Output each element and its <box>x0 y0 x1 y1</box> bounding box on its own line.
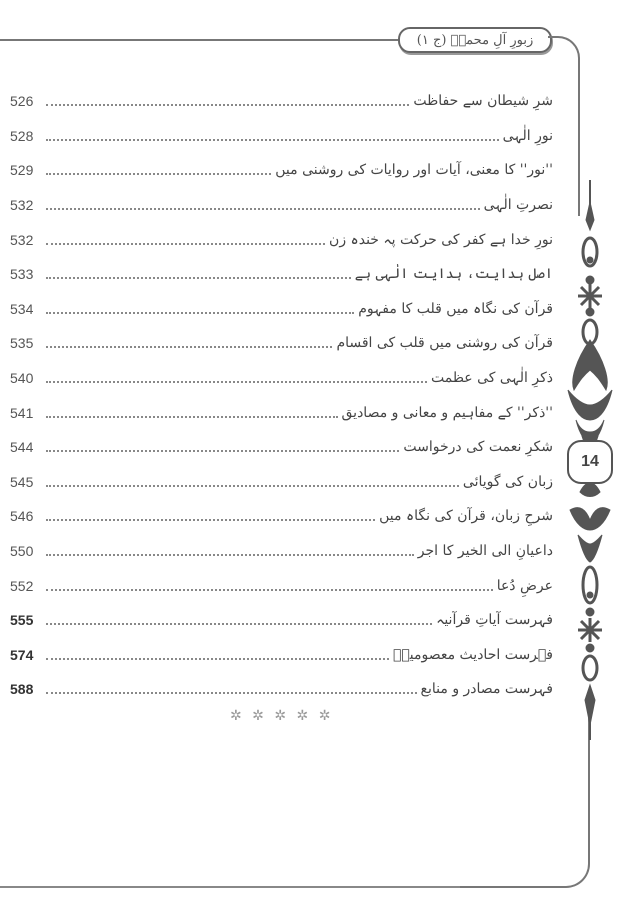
toc-title: فہرست احادیث معصومینؑ <box>392 646 553 663</box>
toc-row[interactable] <box>10 638 555 673</box>
toc-title: ''نور'' کا معنی، آیات اور روایات کی روشنی میں <box>275 162 553 179</box>
toc-page-number: 526 <box>10 93 34 110</box>
toc-row[interactable] <box>10 568 555 603</box>
leader-dots <box>46 208 480 210</box>
toc-row[interactable] <box>10 222 555 257</box>
toc-page-number: 546 <box>10 508 34 525</box>
page-number-badge <box>567 440 613 484</box>
toc-row[interactable] <box>10 326 555 361</box>
toc-title: ''ذکر'' کے مفاہیم و معانی و مصادیق <box>341 404 553 421</box>
toc-page-number: 588 <box>10 681 34 698</box>
toc-row[interactable] <box>10 534 555 569</box>
toc-title: شرِ شیطان سے حفاظت <box>413 93 553 110</box>
leader-dots <box>46 312 354 314</box>
toc-title: نورِ خدا ہے کفر کی حرکت پہ خندہ زن <box>329 231 553 248</box>
toc-row[interactable] <box>10 361 555 396</box>
page-number: 14 <box>581 453 599 470</box>
toc-row[interactable] <box>10 465 555 500</box>
toc-title: نورِ الٰہی <box>502 127 553 144</box>
leader-dots <box>46 104 409 106</box>
toc-page-number: 552 <box>10 577 34 594</box>
toc-page-number: 532 <box>10 197 34 214</box>
toc-page-number: 574 <box>10 646 34 663</box>
toc-page-number: 550 <box>10 543 34 560</box>
leader-dots <box>46 277 351 279</box>
toc-page-number: 544 <box>10 439 34 456</box>
toc-row[interactable] <box>10 84 555 119</box>
toc-title: فہرست مصادر و منابع <box>420 681 553 698</box>
toc-page-number: 540 <box>10 370 34 387</box>
leader-dots <box>46 381 427 383</box>
leader-dots <box>46 173 271 175</box>
leader-dots <box>46 139 499 141</box>
toc-page-number: 555 <box>10 612 34 629</box>
star-separator: ✲ ✲ ✲ ✲ ✲ <box>230 708 334 724</box>
toc-title: زبان کی گویائی <box>462 473 553 490</box>
toc-title: قرآن کی نگاہ میں قلب کا مفہوم <box>358 300 553 317</box>
frame-top-border <box>0 39 400 41</box>
toc-row[interactable] <box>10 119 555 154</box>
toc-title: شرحِ زبان، قرآن کی نگاہ میں <box>379 508 553 525</box>
toc-title: شکرِ نعمت کی درخواست <box>403 439 553 456</box>
toc-row[interactable] <box>10 430 555 465</box>
toc-title: اصل ہدایت، ہدایت الٰہی ہے <box>354 266 553 283</box>
toc-page-number: 535 <box>10 335 34 352</box>
book-title: زبورِ آلِ محمدؐ (ج ۱) <box>416 32 534 48</box>
toc-title: داعیانِ الی الخیر کا اجر <box>417 543 553 560</box>
toc-row[interactable] <box>10 153 555 188</box>
frame-bottom-border <box>0 886 460 888</box>
toc-page-number: 532 <box>10 231 34 248</box>
leader-dots <box>46 623 432 625</box>
toc-title: نصرتِ الٰہی <box>483 197 553 214</box>
leader-dots <box>46 346 332 348</box>
leader-dots <box>46 658 389 660</box>
toc-row[interactable] <box>10 499 555 534</box>
toc-page-number: 534 <box>10 300 34 317</box>
toc-title: فہرست آیاتِ قرآنیہ <box>436 612 553 629</box>
toc-page-number: 529 <box>10 162 34 179</box>
leader-dots <box>46 243 325 245</box>
running-header <box>398 27 552 53</box>
leader-dots <box>46 519 375 521</box>
toc-row[interactable] <box>10 188 555 223</box>
leader-dots <box>46 416 338 418</box>
toc-row[interactable] <box>10 292 555 327</box>
toc-row[interactable] <box>10 672 555 707</box>
toc-page-number: 528 <box>10 127 34 144</box>
toc-title: ذکرِ الٰہی کی عظمت <box>430 370 553 387</box>
leader-dots <box>46 554 414 556</box>
toc-row[interactable] <box>10 395 555 430</box>
toc-page-number: 533 <box>10 266 34 283</box>
leader-dots <box>46 589 493 591</box>
toc-row[interactable] <box>10 257 555 292</box>
toc-row[interactable] <box>10 603 555 638</box>
leader-dots <box>46 692 417 694</box>
leader-dots <box>46 485 459 487</box>
toc-title: قرآن کی روشنی میں قلب کی اقسام <box>336 335 553 352</box>
toc-page-number: 545 <box>10 473 34 490</box>
toc-title: عرضِ دُعا <box>496 577 553 594</box>
leader-dots <box>46 450 399 452</box>
table-of-contents <box>10 84 555 707</box>
toc-page-number: 541 <box>10 404 34 421</box>
